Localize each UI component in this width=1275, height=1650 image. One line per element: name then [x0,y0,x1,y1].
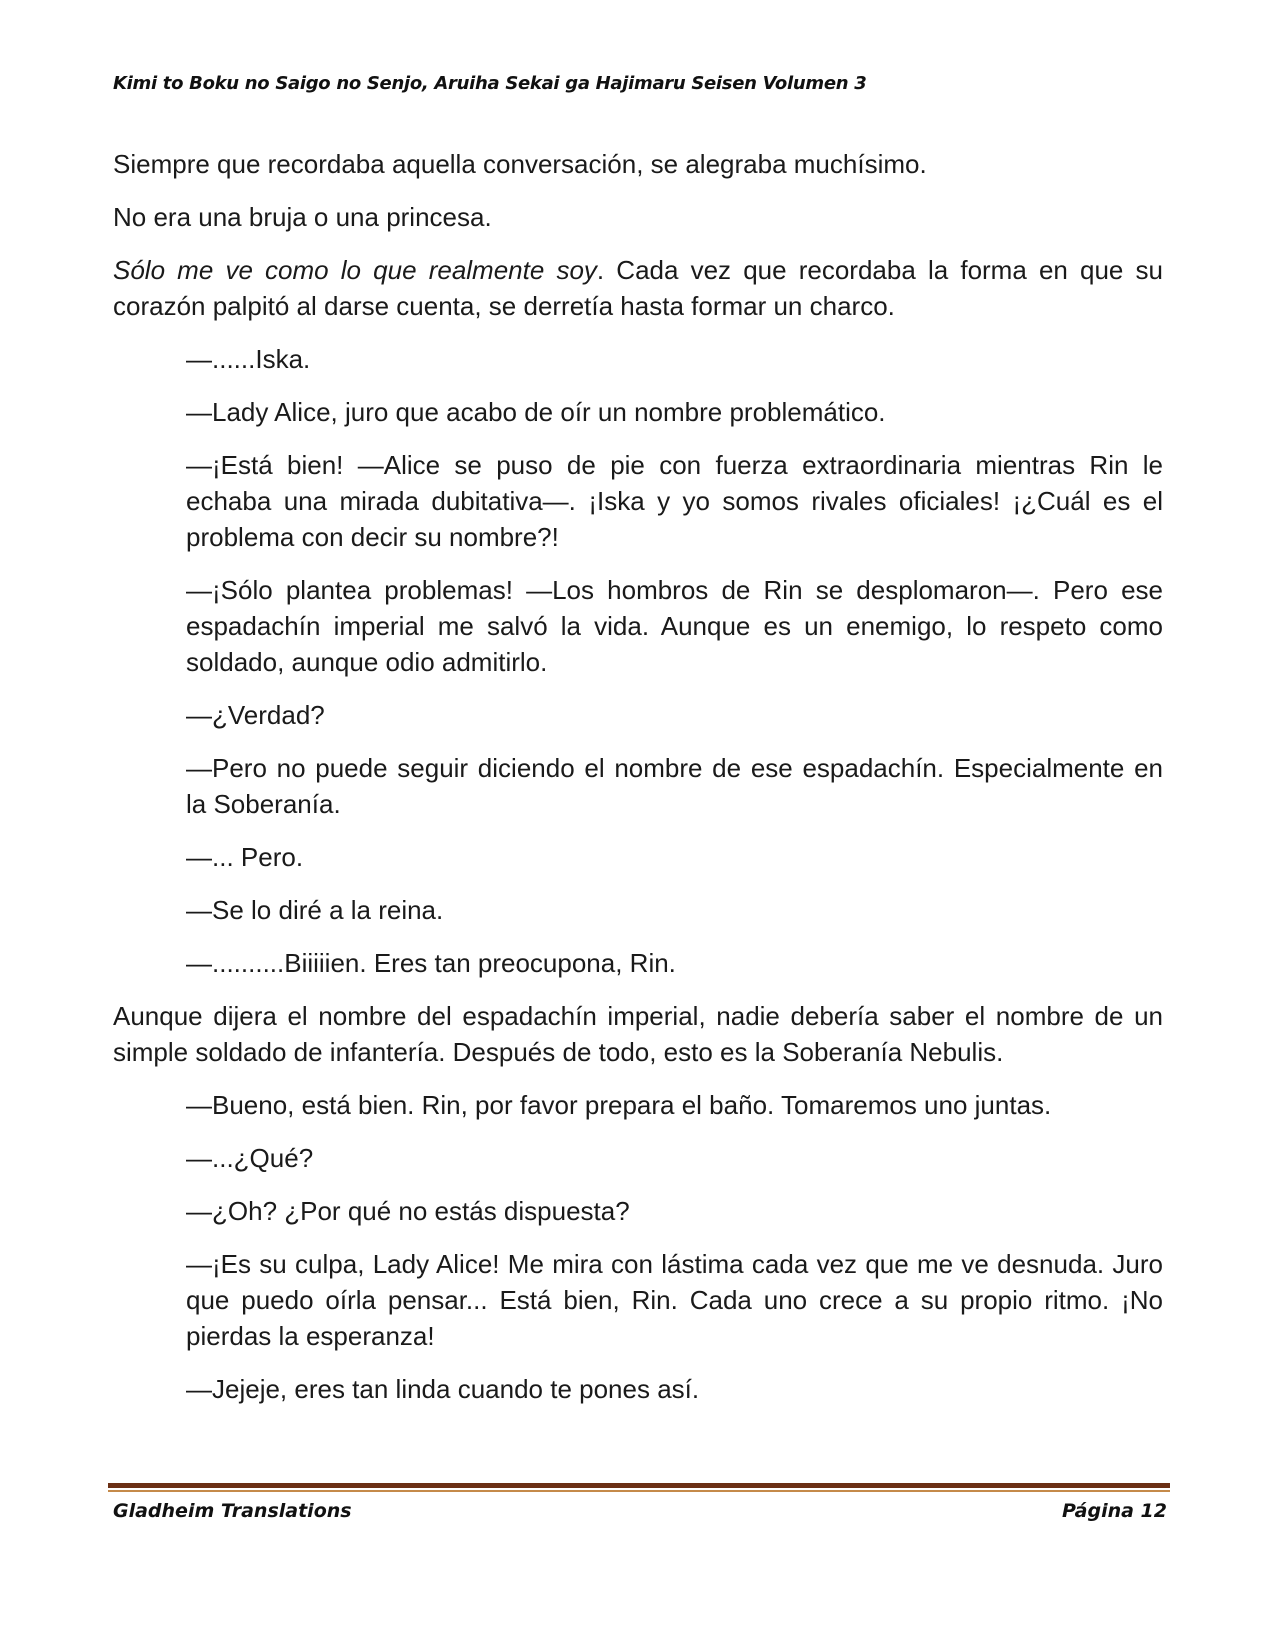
narration-paragraph: No era una bruja o una princesa. [113,202,492,232]
dialogue-line: —Se lo diré a la reina. [186,895,444,925]
footer-divider-thin [108,1490,1170,1492]
dialogue-line: —...¿Qué? [186,1143,314,1173]
dialogue-line: —¡Está bien! —Alice se puso de pie con fuerza extraordinaria mientras Rin le echaba una mirada dubitativa—. ¡Iska y yo somos rivales oficiales! ¡¿Cuál es el problema con decir su nombre?! [186,450,1163,552]
dialogue-line: —Bueno, está bien. Rin, por favor prepara el baño. Tomaremos uno juntas. [186,1090,1052,1120]
dialogue-line: —......Iska. [186,344,311,374]
dialogue-line: —¡Sólo plantea problemas! —Los hombros de Rin se desplomaron—. Pero ese espadachín imperial me salvó la vida. Aunque es un enemigo, lo respeto como soldado, aunque odio admitirlo. [186,575,1163,677]
narration-paragraph [113,252,1163,324]
page-body [113,146,1163,1424]
dialogue-line: —..........Biiiiien. Eres tan preocupona, Rin. [186,948,676,978]
narration-paragraph: Siempre que recordaba aquella conversación, se alegraba muchísimo. [113,149,927,179]
narration-paragraph: Aunque dijera el nombre del espadachín imperial, nadie debería saber el nombre de un simple soldado de infantería. Después de todo, esto es la Soberanía Nebulis. [113,1001,1163,1067]
footer-credit: Gladheim Translations [113,1500,352,1522]
dialogue-line: —¿Verdad? [186,700,325,730]
dialogue-line: —¡Es su culpa, Lady Alice! Me mira con lástima cada vez que me ve desnuda. Juro que puedo oírla pensar... Está bien, Rin. Cada uno crece a su propio ritmo. ¡No pierdas la esperanza! [186,1249,1163,1351]
dialogue-line: —Pero no puede seguir diciendo el nombre de ese espadachín. Especialmente en la Soberanía. [186,753,1163,819]
paragraph-continuation: . Cada vez que recordaba la forma en que su corazón palpitó al darse cuenta, se derretía hasta formar un charco. [113,255,1164,321]
dialogue-line: —¿Oh? ¿Por qué no estás dispuesta? [186,1196,630,1226]
dialogue-line: —Jejeje, eres tan linda cuando te pones así. [186,1374,700,1404]
page-number: Página 12 [1061,1500,1167,1522]
italic-thought: Sólo me ve como lo que realmente soy [113,255,597,285]
footer-divider [108,1483,1170,1492]
running-header: Kimi to Boku no Saigo no Senjo, Aruiha Sekai ga Hajimaru Seisen Volumen 3 [113,73,867,94]
dialogue-line: —... Pero. [186,842,304,872]
dialogue-line: —Lady Alice, juro que acabo de oír un nombre problemático. [186,397,886,427]
